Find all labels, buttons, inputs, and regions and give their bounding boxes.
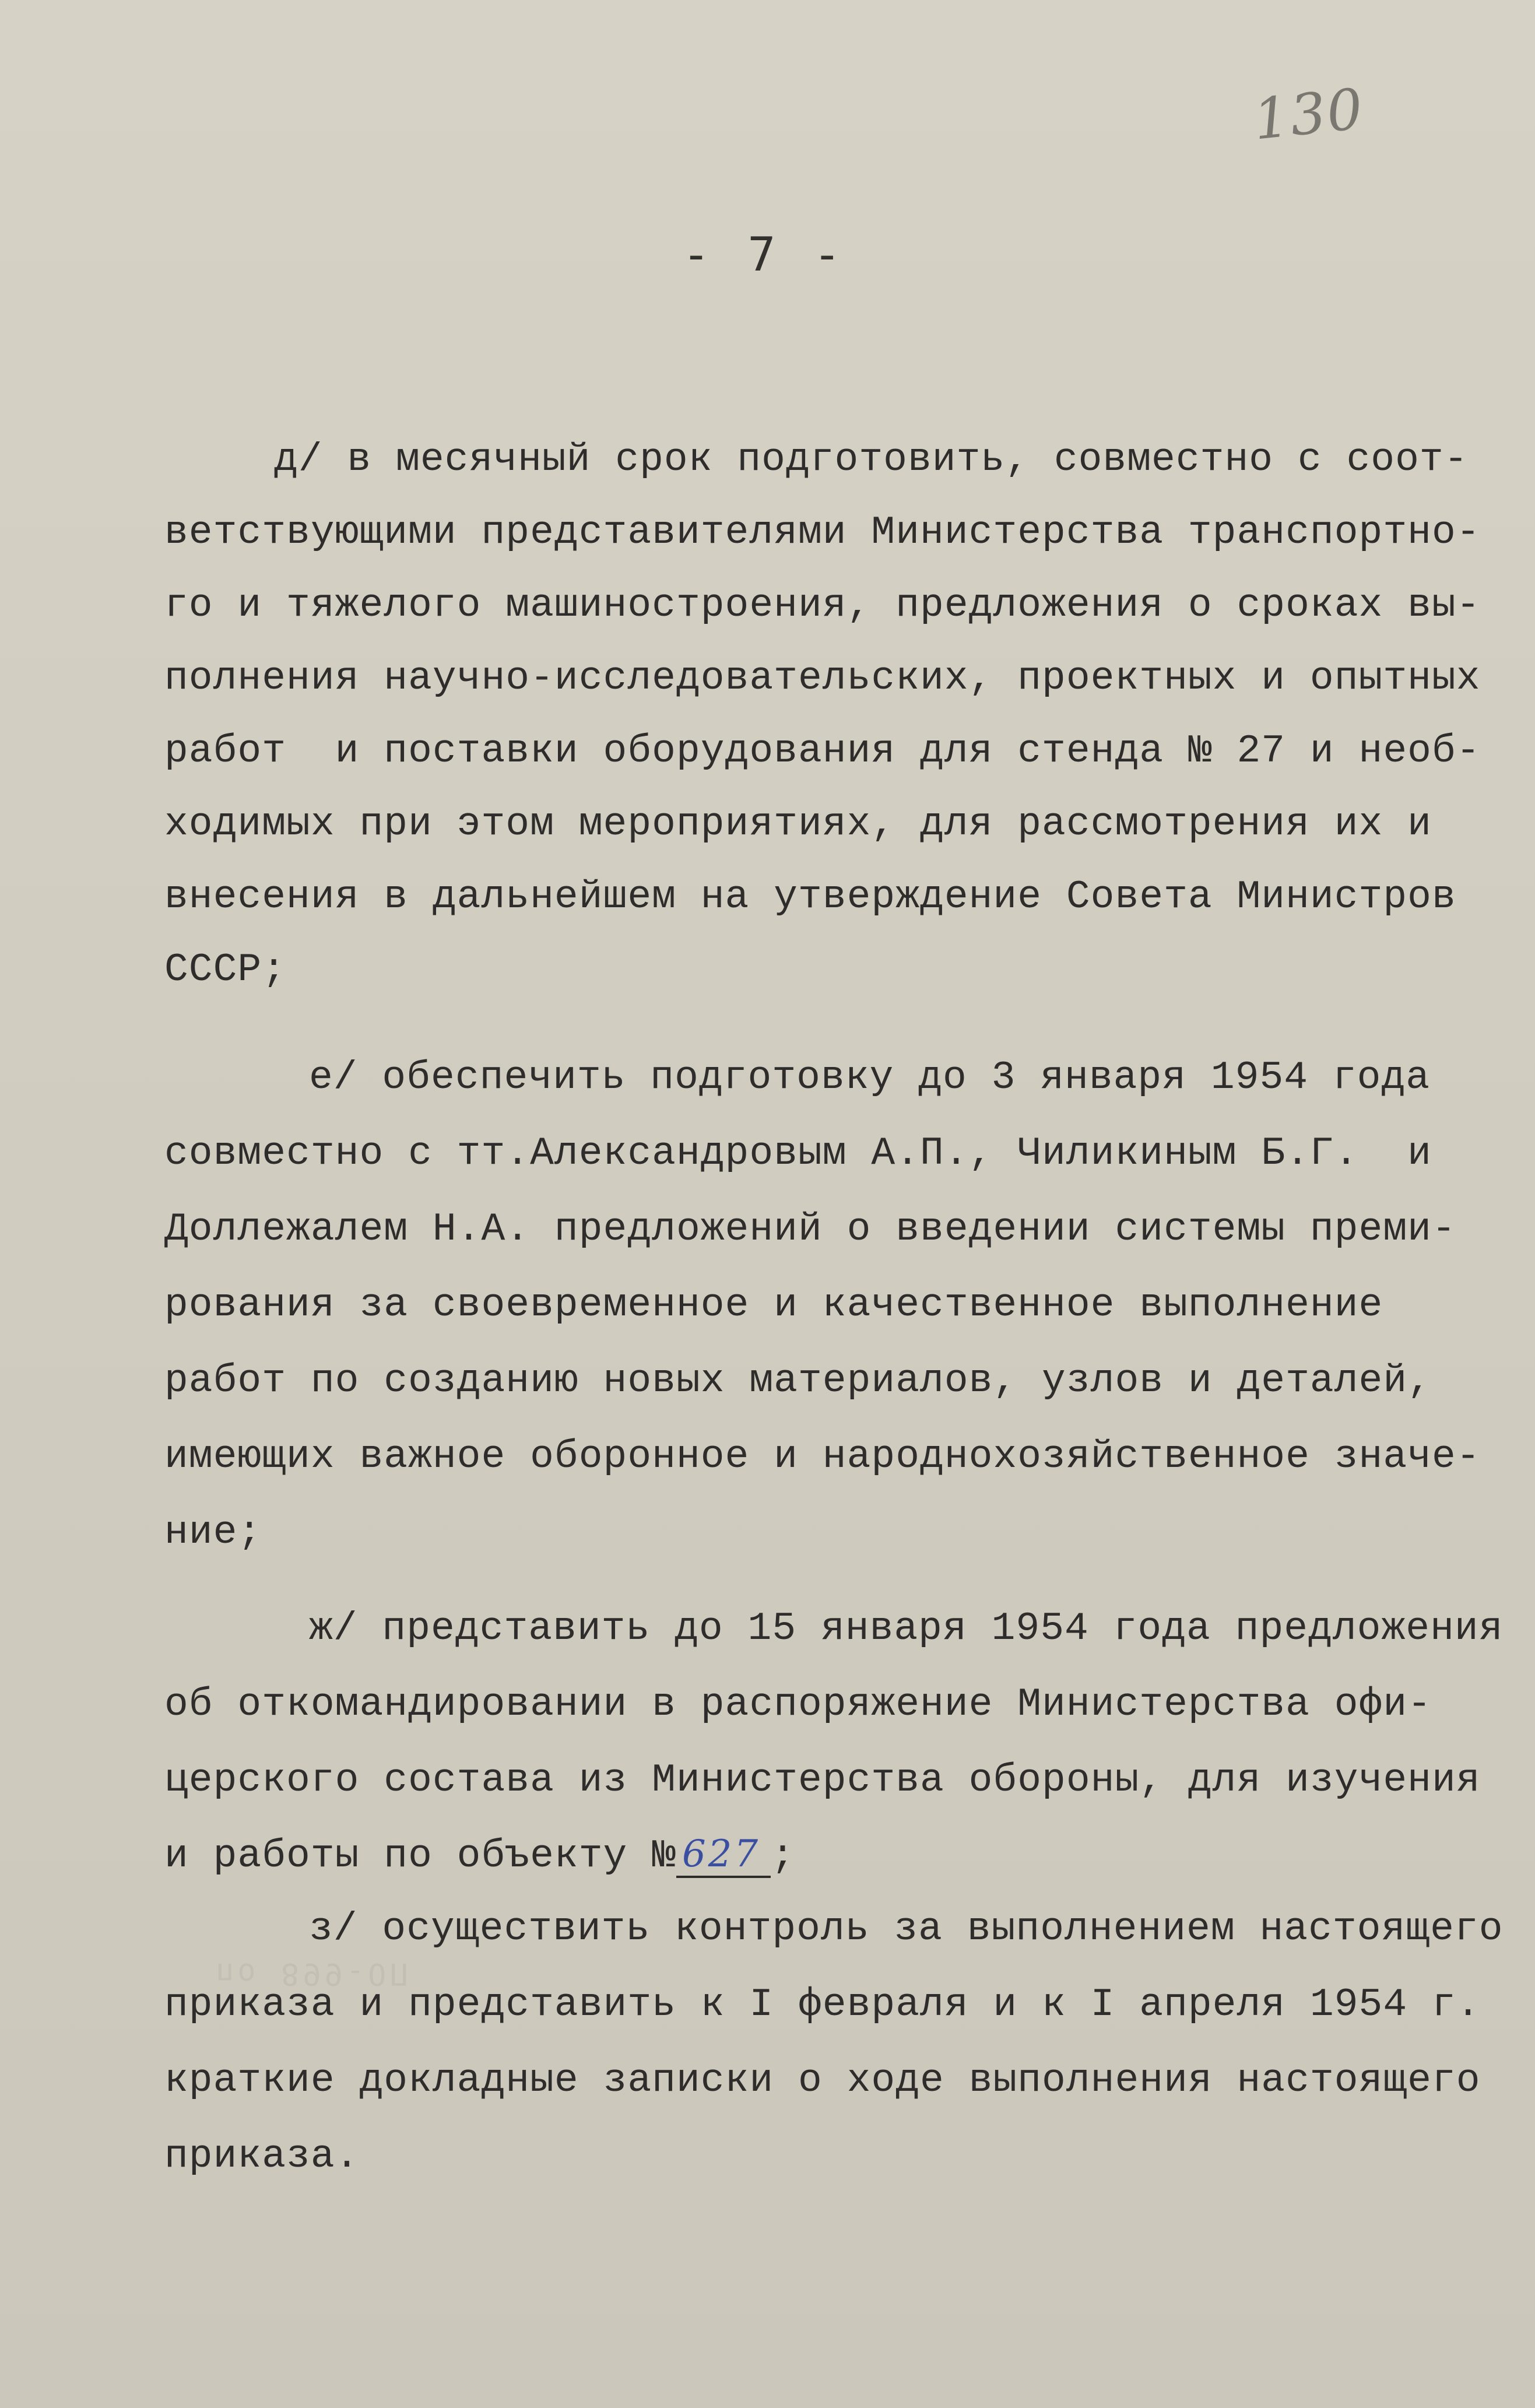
paragraph-e-line-6: имеющих важное оборонное и народнохозяйственное значе-: [164, 1434, 1481, 1479]
paragraph-d-line-2: ветствующими представителями Министерства транспортно-: [164, 510, 1481, 555]
paragraph-e-line-5: работ по созданию новых материалов, узлов и деталей,: [164, 1359, 1432, 1403]
object-number-field: [676, 1833, 771, 1878]
paragraph-d-line-4: полнения научно-исследовательских, проектных и опытных: [164, 656, 1481, 701]
paragraph-e-line-4: рования за своевременное и качественное выполнение: [164, 1283, 1383, 1328]
archive-page-number: 130: [1250, 76, 1367, 153]
paragraph-e-line-1: е/ обеспечить подготовку до 3 января 1954 года: [309, 1055, 1431, 1100]
page-number: - 7 -: [682, 227, 846, 282]
paragraph-d-line-6: ходимых при этом мероприятиях, для рассмотрения их и: [164, 802, 1432, 847]
paragraph-e-line-2: совместно с тт.Александровым А.П., Чиликиным Б.Г. и: [164, 1131, 1432, 1176]
paragraph-zh-line-3: церского состава из Министерства обороны, для изучения: [164, 1758, 1481, 1803]
object-number-handwritten: 627: [682, 1833, 761, 1876]
paragraph-z-line-1: з/ осуществить контроль за выполнением настоящего: [309, 1907, 1504, 1951]
paragraph-e-line-7: ние;: [164, 1510, 262, 1555]
paragraph-e-line-3: Доллежалем Н.А. предложений о введении системы преми-: [164, 1207, 1456, 1252]
bleed-through-text: по 899-ОП: [216, 1956, 412, 1991]
paragraph-z-line-4: приказа.: [164, 2134, 360, 2179]
paragraph-d-line-3: го и тяжелого машиностроения, предложения о сроках вы-: [164, 583, 1481, 628]
paragraph-zh-line-4: [164, 1833, 795, 1879]
paragraph-z-line-3: краткие докладные записки о ходе выполнения настоящего: [164, 2058, 1481, 2103]
object-line-suffix: ;: [771, 1834, 795, 1879]
paragraph-zh-line-2: об откомандировании в распоряжение Министерства офи-: [164, 1682, 1432, 1727]
object-line-prefix: и работы по объекту №: [164, 1834, 676, 1879]
paragraph-zh-line-1: ж/ представить до 15 января 1954 года предложения: [309, 1606, 1504, 1651]
paragraph-d-line-1: д/ в месячный срок подготовить, совместно с соот-: [274, 437, 1469, 482]
paragraph-z-line-2: приказа и представить к I февраля и к I апреля 1954 г.: [164, 1982, 1481, 2027]
paragraph-d-line-5: работ и поставки оборудования для стенда № 27 и необ-: [164, 729, 1481, 774]
paragraph-d-line-8: СССР;: [164, 947, 287, 992]
paragraph-d-line-7: внесения в дальнейшем на утверждение Совета Министров: [164, 875, 1456, 919]
